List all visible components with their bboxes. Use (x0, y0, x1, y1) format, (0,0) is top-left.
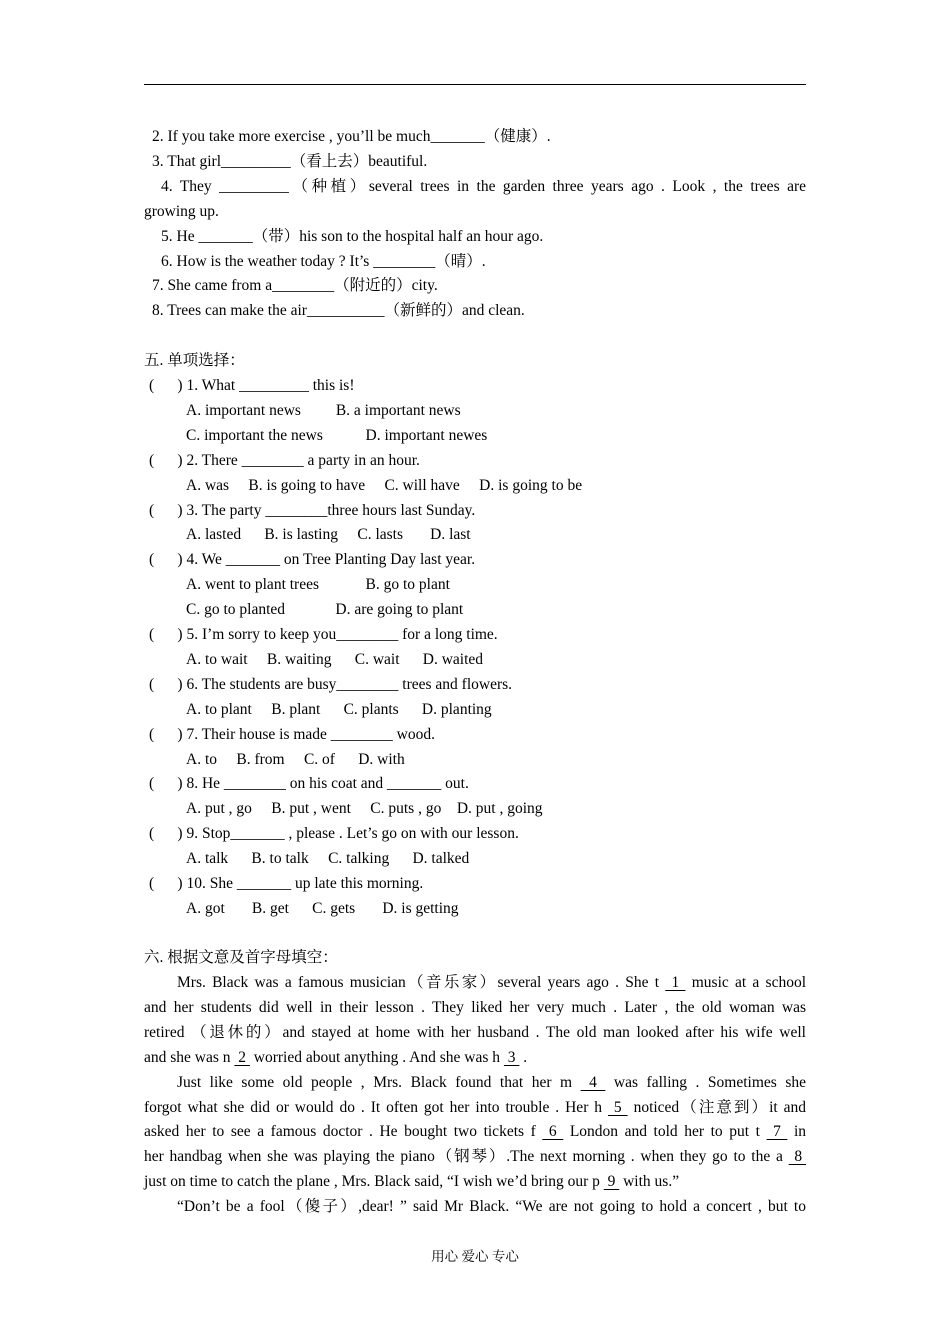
passage-line (144, 1122, 806, 1142)
passage-text: . (519, 1049, 528, 1066)
question-stem: ( ) 4. We _______ on Tree Planting Day last year. (149, 551, 476, 568)
passage-line (144, 1172, 679, 1192)
answer-options: C. go to planted D. are going to plant (186, 601, 464, 618)
section-five-heading: 五. 单项选择： (144, 352, 245, 369)
passage-line (144, 1023, 806, 1043)
question-stem: ( ) 8. He ________ on his coat and _______ out. (149, 775, 469, 792)
fill-in-item: 5. He _______（带）his son to the hospital half an hour ago. (161, 228, 544, 245)
answer-options: A. got B. get C. gets D. is getting (186, 900, 459, 917)
passage-line (177, 973, 806, 993)
passage-line (144, 1048, 527, 1068)
passage-text: forgot what she did or would do . It often got her into trouble . Her h (144, 1099, 608, 1116)
fill-in-item: 6. How is the weather today ? It’s ________（晴）. (161, 253, 486, 270)
passage-text: asked her to see a famous doctor . He bought two tickets f (144, 1123, 543, 1140)
section-six-heading: 六. 根据文意及首字母填空： (144, 949, 338, 966)
passage-line (177, 1197, 806, 1217)
answer-options: A. to plant B. plant C. plants D. planting (186, 701, 492, 718)
passage-text: music at a school (685, 974, 807, 991)
answer-options: A. to B. from C. of D. with (186, 751, 405, 768)
fill-in-item: 3. That girl_________（看上去）beautiful. (152, 153, 428, 170)
question-stem: ( ) 10. She _______ up late this morning. (149, 875, 424, 892)
question-stem: ( ) 2. There ________ a party in an hour. (149, 452, 420, 469)
cloze-blank: 7 (766, 1123, 788, 1140)
passage-text: London and told her to put t (563, 1123, 767, 1140)
passage-text: retired （退休的）and stayed at home with her husband . The old man looked after his wife well (144, 1024, 806, 1041)
question-stem: ( ) 3. The party ________three hours last Sunday. (149, 502, 476, 519)
fill-in-item: 7. She came from a________（附近的）city. (152, 277, 438, 294)
cloze-blank: 8 (788, 1148, 806, 1165)
cloze-blank: 6 (542, 1123, 564, 1140)
passage-line (144, 1098, 806, 1118)
passage-text: worried about anything . And she was h (249, 1049, 504, 1066)
answer-options: A. important news B. a important news (186, 402, 461, 419)
question-stem: ( ) 5. I’m sorry to keep you________ for a long time. (149, 626, 498, 643)
passage-line (177, 1073, 806, 1093)
answer-options: A. put , go B. put , went C. puts , go D. put , going (186, 800, 543, 817)
cloze-blank: 4 (580, 1074, 606, 1091)
answer-options: A. was B. is going to have C. will have D. is going to be (186, 477, 583, 494)
page-footer: 用心 爱心 专心 (431, 1249, 519, 1264)
answer-options: C. important the news D. important newes (186, 427, 488, 444)
passage-line (144, 1147, 806, 1167)
passage-line (144, 998, 806, 1018)
passage-text: and her students did well in their lesson . They liked her very much . Later , the old woman was (144, 999, 806, 1016)
cloze-blank: 2 (234, 1049, 250, 1066)
fill-in-item-continued: growing up. (144, 203, 219, 220)
passage-text: Just like some old people , Mrs. Black found that her m (177, 1074, 581, 1091)
passage-text: in (787, 1123, 807, 1140)
answer-options: A. lasted B. is lasting C. lasts D. last (186, 526, 471, 543)
passage-text: “Don’t be a fool（傻子）,dear! ” said Mr Black. “We are not going to hold a concert , but to (177, 1198, 806, 1215)
passage-text: noticed（注意到）it and (627, 1099, 806, 1116)
passage-text: and she was n (144, 1049, 235, 1066)
passage-text: with us.” (619, 1173, 680, 1190)
answer-options: A. to wait B. waiting C. wait D. waited (186, 651, 484, 668)
fill-in-item: 8. Trees can make the air__________（新鲜的）and clean. (152, 302, 525, 319)
question-stem: ( ) 7. Their house is made ________ wood. (149, 726, 435, 743)
passage-text: was falling . Sometimes she (605, 1074, 806, 1091)
fill-in-item: 4. They _________（种植）several trees in the garden three years ago . Look , the trees are (161, 178, 806, 195)
cloze-blank: 5 (607, 1099, 628, 1116)
question-stem: ( ) 6. The students are busy________ trees and flowers. (149, 676, 513, 693)
question-stem: ( ) 9. Stop_______ , please . Let’s go on with our lesson. (149, 825, 519, 842)
header-rule (144, 84, 806, 85)
cloze-blank: 9 (603, 1173, 620, 1190)
passage-text: her handbag when she was playing the piano（钢琴）.The next morning . when they go to the a (144, 1148, 789, 1165)
cloze-blank: 3 (503, 1049, 520, 1066)
passage-text: just on time to catch the plane , Mrs. Black said, “I wish we’d bring our p (144, 1173, 604, 1190)
question-stem: ( ) 1. What _________ this is! (149, 377, 355, 394)
answer-options: A. talk B. to talk C. talking D. talked (186, 850, 470, 867)
fill-in-item: 2. If you take more exercise , you’ll be much_______（健康）. (152, 128, 551, 145)
cloze-blank: 1 (665, 974, 686, 991)
answer-options: A. went to plant trees B. go to plant (186, 576, 450, 593)
passage-text: Mrs. Black was a famous musician（音乐家）several years ago . She t (177, 974, 666, 991)
